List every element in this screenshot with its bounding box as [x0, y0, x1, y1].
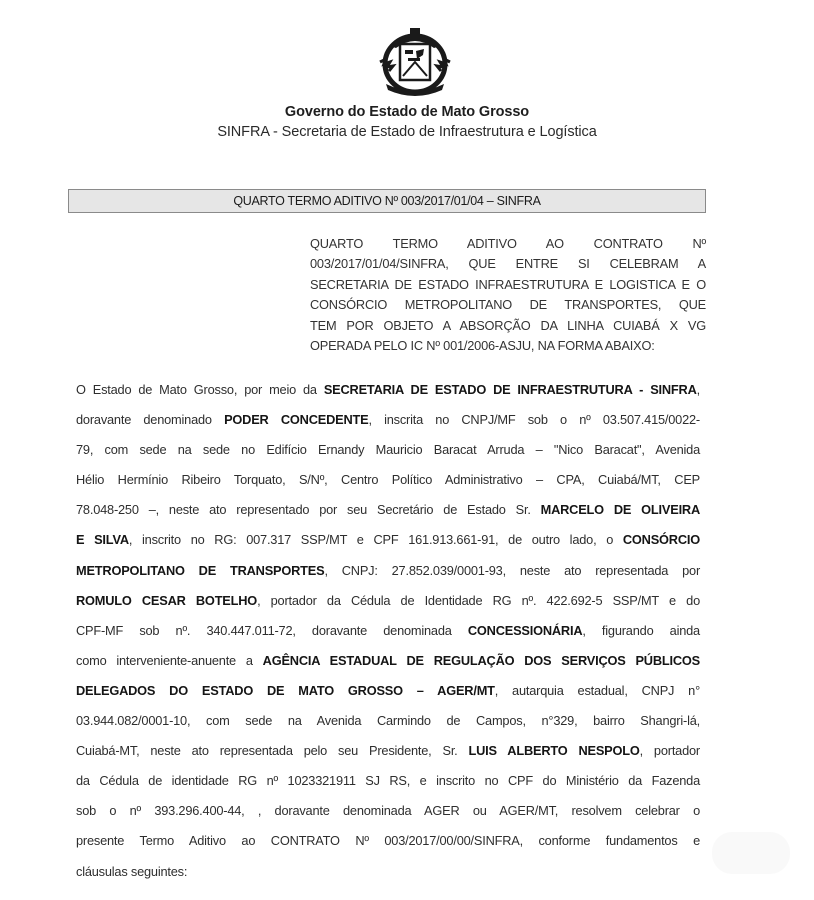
paragraph-line: 79, com sede na sede no Edifício Ernandy Mauricio Baracat Arruda – "Nico Baracat", Avenida	[76, 442, 700, 458]
paragraph-line	[76, 676, 700, 706]
text: , portador da Cédula de Identidade RG nº. 422.692-5 SSP/MT e do	[257, 592, 700, 608]
text: , CNPJ: 27.852.039/0001-93, neste ato representada por	[324, 562, 701, 578]
paragraph-line: sob o nº 393.296.400-44, , doravante denominada AGER ou AGER/MT, resolvem celebrar o	[76, 803, 700, 819]
paragraph-line	[76, 646, 700, 676]
secretary-name: MARCELO DE OLIVEIRA	[540, 502, 701, 518]
ementa-summary	[310, 234, 706, 356]
sinfra-name: SECRETARIA DE ESTADO DE INFRAESTRUTURA - SINFRA	[323, 382, 697, 397]
government-name: Governo do Estado de Mato Grosso	[284, 104, 530, 120]
paragraph-line: cláusulas seguintes:	[76, 863, 188, 879]
agency-name-cont: DELEGADOS DO ESTADO DE MATO GROSSO – AGER/MT	[76, 682, 495, 698]
paragraph-line: da Cédula de identidade RG nº 1023321911 SJ RS, e inscrito no CPF do Ministério da Fazenda	[76, 773, 700, 789]
coat-of-arms-icon	[372, 24, 458, 96]
paragraph-line	[76, 375, 700, 405]
poder-concedente: PODER CONCEDENTE	[224, 412, 369, 428]
paragraph-line	[76, 736, 700, 766]
agency-name: AGÊNCIA ESTADUAL DE REGULAÇÃO DOS SERVIÇOS PÚBLICOS	[262, 652, 700, 668]
text: O Estado de Mato Grosso, por meio da	[76, 382, 324, 397]
ementa-line: QUARTO TERMO ADITIVO AO CONTRATO Nº	[310, 236, 706, 251]
text: , inscrita no CNPJ/MF sob o nº 03.507.415/0022-	[368, 412, 700, 428]
ementa-line: 003/2017/01/04/SINFRA, QUE ENTRE SI CELEBRAM A	[310, 256, 706, 272]
representative-name: ROMULO CESAR BOTELHO	[76, 592, 258, 608]
consortium-name: CONSÓRCIO	[622, 532, 700, 548]
ementa-line: OPERADA PELO IC Nº 001/2006-ASJU, NA FORMA ABAIXO:	[310, 338, 655, 354]
paragraph-line: Hélio Hermínio Ribeiro Torquato, S/Nº, Centro Político Administrativo – CPA, Cuiabá/MT, CEP	[76, 472, 700, 488]
text: , portador	[639, 743, 700, 759]
preamble-paragraph	[76, 375, 700, 887]
text: como interveniente-anuente a	[76, 652, 263, 668]
document-title: QUARTO TERMO ADITIVO Nº 003/2017/01/04 – SINFRA	[68, 189, 706, 213]
text: , autarquia estadual, CNPJ n°	[494, 682, 700, 698]
paragraph-line: presente Termo Aditivo ao CONTRATO Nº 003/2017/00/00/SINFRA, conforme fundamentos e	[76, 833, 700, 849]
text: 78.048-250 –, neste ato representado por seu Secretário de Estado Sr.	[76, 502, 541, 518]
text: Cuiabá-MT, neste ato representada pelo seu Presidente, Sr.	[76, 743, 469, 759]
concessionaria: CONCESSIONÁRIA	[467, 622, 583, 638]
paragraph-line	[76, 495, 700, 525]
secretariat-name: SINFRA - Secretaria de Estado de Infraestrutura e Logística	[217, 124, 597, 140]
text: CPF-MF sob nº. 340.447.011-72, doravante denominada	[76, 622, 468, 638]
text: , inscrito no RG: 007.317 SSP/MT e CPF 161.913.661-91, de outro lado, o	[128, 532, 623, 548]
paragraph-line	[76, 556, 700, 586]
consortium-name-cont: METROPOLITANO DE TRANSPORTES	[76, 562, 325, 578]
ementa-line: SECRETARIA DE ESTADO INFRAESTRUTURA E LOGISTICA E O	[310, 276, 706, 292]
paragraph-line	[76, 616, 700, 646]
ementa-line: CONSÓRCIO METROPOLITANO DE TRANSPORTES, QUE	[310, 297, 706, 313]
text: doravante denominado	[76, 412, 225, 428]
paragraph-line: 03.944.082/0001-10, com sede na Avenida Carmindo de Campos, n°329, bairro Shangri-lá,	[76, 713, 700, 729]
ementa-line: TEM POR OBJETO A ABSORÇÃO DA LINHA CUIABÁ X VG	[310, 317, 706, 333]
faint-watermark	[712, 832, 790, 874]
secretary-name-cont: E SILVA	[76, 532, 129, 548]
president-name: LUIS ALBERTO NESPOLO	[468, 743, 640, 759]
text: ,	[696, 382, 700, 397]
text: , figurando ainda	[582, 622, 700, 638]
paragraph-line	[76, 405, 700, 435]
paragraph-line	[76, 525, 700, 555]
paragraph-line	[76, 586, 700, 616]
